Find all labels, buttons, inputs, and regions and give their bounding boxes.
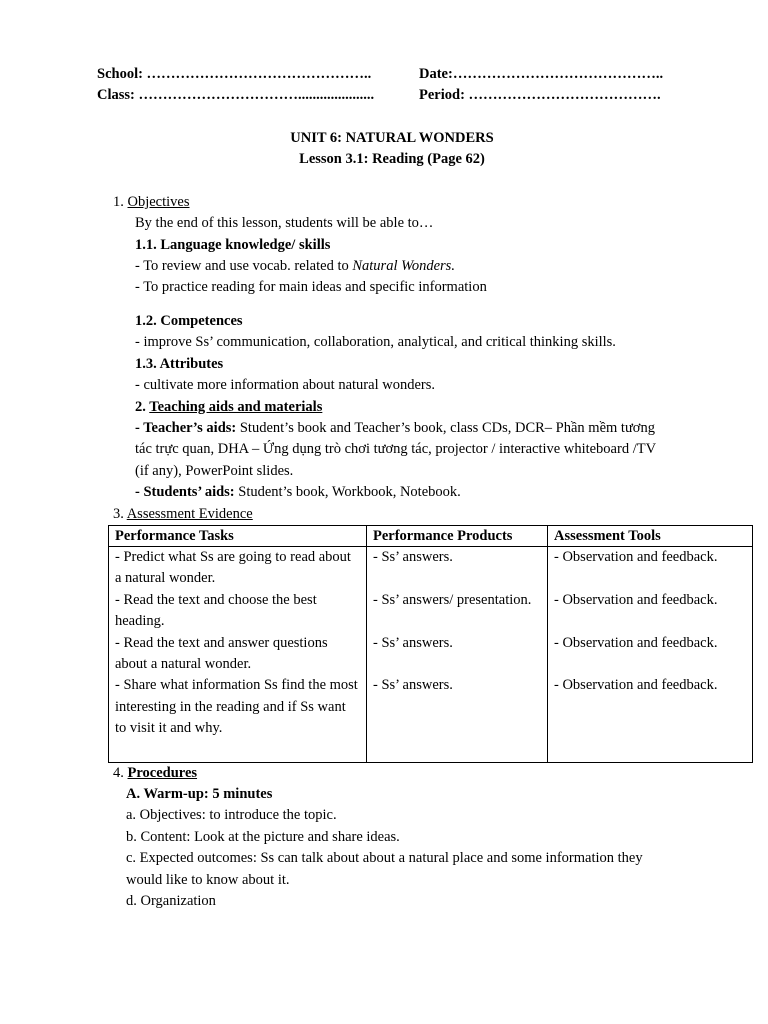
objectives-heading xyxy=(113,193,190,211)
period-field: Period: …………………………………. xyxy=(419,87,661,103)
tool-item: - Observation and feedback. xyxy=(554,634,718,651)
column-header: Assessment Tools xyxy=(548,526,753,547)
product-item: - Ss’ answers. xyxy=(373,634,453,651)
section-number: 2. xyxy=(135,399,146,415)
section-number: 1. xyxy=(113,194,124,210)
task-item: - Read the text and choose the best heading. xyxy=(115,591,317,630)
procedures-heading xyxy=(113,764,197,782)
teacher-aids xyxy=(135,419,655,437)
lesson-title: Lesson 3.1: Reading (Page 62) xyxy=(299,151,485,167)
teacher-aids-label: - Teacher’s aids: xyxy=(135,420,237,436)
section-title: Teaching aids and materials xyxy=(149,399,323,415)
task-item: - Share what information Ss find the most interesting in the reading and if Ss want to visit it and why. xyxy=(115,677,358,737)
attributes-heading: 1.3. Attributes xyxy=(135,356,224,372)
task-item: - Read the text and answer questions about a natural wonder. xyxy=(115,634,328,673)
teaching-aids-heading xyxy=(135,398,322,416)
column-header: Performance Products xyxy=(367,526,548,547)
competences-heading: 1.2. Competences xyxy=(135,313,243,329)
warmup-content: b. Content: Look at the picture and share ideas. xyxy=(126,829,400,845)
student-aids xyxy=(135,483,461,501)
assessment-table xyxy=(108,525,753,763)
warmup-heading: A. Warm-up: 5 minutes xyxy=(126,786,273,802)
section-title: Objectives xyxy=(127,194,190,210)
warmup-outcomes: c. Expected outcomes: Ss can talk about about a natural place and some information they xyxy=(126,850,643,866)
unit-title: UNIT 6: NATURAL WONDERS xyxy=(290,130,494,146)
tool-item: - Observation and feedback. xyxy=(554,677,718,694)
language-heading: 1.1. Language knowledge/ skills xyxy=(135,237,331,253)
assessment-heading xyxy=(113,505,253,523)
tasks-cell xyxy=(109,547,367,763)
product-item: - Ss’ answers. xyxy=(373,677,453,694)
warmup-objectives: a. Objectives: to introduce the topic. xyxy=(126,807,337,823)
tools-cell xyxy=(548,547,753,763)
table-header-row xyxy=(109,526,753,547)
section-title: Assessment Evidence xyxy=(126,506,253,522)
vocab-text: - To review and use vocab. related to xyxy=(135,258,353,274)
teacher-aids-line-2: tác trực quan, DHA – Ứng dụng trò chơi tương tác, projector / interactive whiteboard /TV xyxy=(135,441,657,457)
product-item: - Ss’ answers. xyxy=(373,549,453,565)
teacher-aids-text: Student’s book and Teacher’s book, class CDs, DCR– Phần mềm tương xyxy=(236,420,655,436)
warmup-outcomes-line-2: would like to know about it. xyxy=(126,872,290,888)
language-item-vocab xyxy=(135,257,455,275)
table-row xyxy=(109,547,753,763)
language-item-reading: - To practice reading for main ideas and specific information xyxy=(135,279,487,295)
tool-item: - Observation and feedback. xyxy=(554,549,718,565)
section-number: 3. xyxy=(113,506,124,522)
student-aids-text: Student’s book, Workbook, Notebook. xyxy=(234,484,461,500)
section-title: Procedures xyxy=(127,765,198,781)
class-field: Class: ……………………………..................... xyxy=(97,87,375,103)
student-aids-label: - Students’ aids: xyxy=(135,484,235,500)
warmup-organization: d. Organization xyxy=(126,893,216,909)
product-item: - Ss’ answers/ presentation. xyxy=(373,591,532,608)
teacher-aids-line-3: (if any), PowerPoint slides. xyxy=(135,463,294,479)
objectives-intro: By the end of this lesson, students will be able to… xyxy=(135,215,434,231)
attributes-item: - cultivate more information about natural wonders. xyxy=(135,377,435,393)
vocab-topic: Natural Wonders. xyxy=(352,258,455,274)
section-number: 4. xyxy=(113,765,124,781)
competences-item: - improve Ss’ communication, collaboration, analytical, and critical thinking skills. xyxy=(135,334,616,350)
school-field: School: ……………………………………….. xyxy=(97,66,372,82)
tool-item: - Observation and feedback. xyxy=(554,591,718,608)
task-item: - Predict what Ss are going to read about a natural wonder. xyxy=(115,549,351,587)
products-cell xyxy=(367,547,548,763)
column-header: Performance Tasks xyxy=(109,526,367,547)
date-field: Date:…………………………………….. xyxy=(419,66,664,82)
